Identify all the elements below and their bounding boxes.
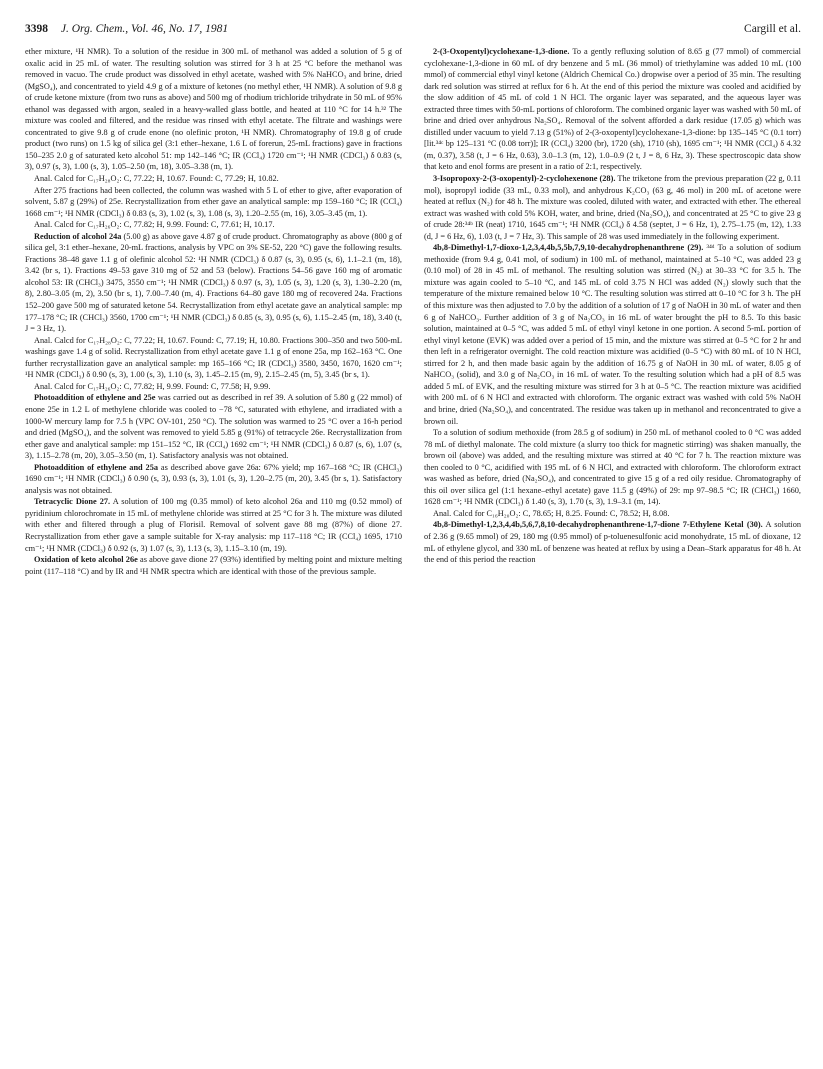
- paragraph: [25, 335, 402, 381]
- page-number: 3398: [25, 23, 48, 35]
- paragraph-text: was carried out as described in ref 39. A solution of 5.80 g (22 mmol) of enone 25e in 1.2 L of methylene chloride was cooled to −78 °C, saturated with ethylene, and irradiated with a 1000-W mercury lamp for 7.5 h (VPC OV-101, 250 °C). The solution was warmed to 25 °C over a 16-h period and dried (MgSO₄), and the solvent was removed to yield 5.85 g (91%) of tetracycle 26e. Recrystallization from ether gave and analytical sample: mp 151–152 °C, IR (CCl₄) 1692 cm⁻¹; ¹H NMR (CDCl₃) δ 0.87 (s, 6), 1.07 (s, 3), 1.15–2.78 (m, 20), 3.05–3.50 (m, 1). Satisfactory analysis was not obtained.: [25, 393, 402, 461]
- running-head-authors: Cargill et al.: [744, 23, 801, 35]
- paragraph-text: Anal. Calcd for C₁₇H₂₆O₂: C, 77.82; H, 9.99. Found: C, 77.58; H, 9.99.: [34, 381, 271, 391]
- paragraph-text: Anal. Calcd for C₁₇H₂₆O₂: C, 77.82; H, 9.99. Found: C, 77.61; H, 10.17.: [34, 220, 275, 230]
- paragraph: [25, 173, 402, 185]
- paragraph-text: To a solution of sodium methoxide (from 28.5 g of sodium) in 250 mL of methanol cooled to 0 °C was added 78 mL of diethyl malonate. The cold mixture (a slurry too thick for magnetic stirring) was shaken manually, the brown oil (above) was added, and the resulting mixture was stirred at 40 °C for 7 h. The reaction mixture was then cooled to 0 °C, acidified with 195 mL of 6 N HCl, and extracted with chloroform. The chloroform extract was washed as before, dried (Na₂SO₄), and concentrated to give 15 g of a red oily residue. Chromatography of this oil over silica gel (1:1 hexane–ethyl acetate) gave 11.5 g (49%) of 29: mp 97–98.5 °C; IR (CHCl₃) 1660, 1628 cm⁻¹; ¹H NMR (CDCl₃) δ 1.40 (s, 3), 1.70 (s, 3), 1.9–3.1 (m, 14).: [424, 428, 801, 507]
- paragraph-text: To a gently refluxing solution of 8.65 g (77 mmol) of commercial cyclohexane-1,3-dione in 60 mL of dry benzene and 5 mL (36 mmol) of triethylamine was added 10 mL (100 mmol) of commercial ethyl vinyl ketone (Aldrich Chemical Co.) dropwise over a period of 35 min. The resulting dark red solution was stirred at reflux for 6 h. At the end of this period the mixture was cooled and acidified by the slow addition of 45 mL of cold 1 N HCl. The organic layer was separated, and the aqueous layer was extracted three times with 50-mL portions of chloroform. The combined organic layer was washed with 50 mL of brine and dried over anhydrous Na₂SO₄. Removal of the solvent afforded a dark residue (17.05 g) which was distilled under vacuum to yield 7.13 g (51%) of 2-(3-oxopentyl)cyclohexane-1,3-dione: bp 135–145 °C (0.1 torr) [lit.³⁴ᶜ bp 125–131 °C (0.08 torr)]; IR (CCl₄) 3200 (br), 1720 (sh), 1710 (sh), 1695 cm⁻¹; ¹H NMR (CCl₄) δ 4.32 (m, 0.37), 3.58 (t, J = 6 Hz, 0.63), 3.0–1.3 (m, 12), 1.0–0.9 (2 t, J = 8, 6 Hz, 3). These spectroscopic data show that keto and enol forms are present in a ratio of 2:1, respectively.: [424, 47, 801, 172]
- paragraph-heading: Photoaddition of ethylene and 25e: [34, 393, 156, 403]
- left-column: [25, 46, 402, 1058]
- paragraph-text: After 275 fractions had been collected, the column was washed with 5 L of ether to give, after evaporation of solvent, 5.87 g (29%) of 25e. Recrystallization from ether gave an analytical sample: mp 159–160 °C; IR (CCl₄) 1668 cm⁻¹; ¹H NMR (CDCl₃) δ 0.83 (s, 3), 1.02 (s, 3), 1.08 (s, 3), 1.20–2.55 (m, 16), 3.05–3.45 (m, 1).: [25, 185, 402, 218]
- paragraph-heading: Tetracyclic Dione 27.: [34, 497, 111, 507]
- paragraph: [424, 242, 801, 427]
- paragraph: [424, 508, 801, 520]
- running-head: [25, 22, 801, 36]
- text-columns: [25, 46, 801, 1058]
- paragraph-heading: 4b,8-Dimethyl-1,7-dioxo-1,2,3,4,4b,5,5b,7,9,10-decahydrophenanthrene (29).: [433, 243, 704, 253]
- paragraph-text: Anal. Calcd for C₁₇H₂₈O₂: C, 77.22; H, 10.67. Found: C, 77.29; H, 10.82.: [34, 174, 279, 184]
- journal-citation: J. Org. Chem., Vol. 46, No. 17, 1981: [60, 23, 229, 35]
- paragraph-text: The triketone from the previous preparation (22 g, 0.11 mol), isopropyl iodide (33 mL, 0.33 mol), and anhydrous K₂CO₃ (63 g, 46 mol) in 200 mL of acetone were heated at reflux (N₂) for 48 h. The mixture was cooled, diluted with water, and extracted with ether. The ethereal extract was washed with cold 5% KOH, water, and brine, dried (Na₂SO₄), and concentrated at 25 °C to give 23 g of crude 28:³⁴ᵇ IR (neat) 1710, 1645 cm⁻¹; ¹H NMR (CCl₄) δ 4.58 (septet, J = 6 Hz, 1), 2.75–1.75 (m, 12), 1.33 (d, J = 6 Hz, 6), 1.03 (t, J = 7 Hz, 3). This sample of 28 was used immediately in the following experiment.: [424, 174, 801, 241]
- paragraph: [25, 381, 402, 393]
- paragraph: [424, 427, 801, 508]
- paragraph-text: A solution of 100 mg (0.35 mmol) of keto alcohol 26a and 110 mg (0.52 mmol) of pyridinium chlorochromate in 15 mL of methylene chloride was stirred at 25 °C for 3 h. The mixture was diluted with ether and filtered through a plug of Florisil. Removal of solvent gave 88 mg (87%) of dione 27. Recrystallization from ether gave a sample suitable for X-ray analysis: mp 117–118 °C; IR (CCl₄) 1695, 1710 cm⁻¹; ¹H NMR (CDCl₃) δ 0.92 (s, 3) 1.07 (s, 3), 1.13 (s, 3), 1.15–3.10 (m, 19).: [25, 497, 402, 553]
- paragraph-text: as described above gave 26a: 67% yield; mp 167–168 °C; IR (CHCl₃) 1690 cm⁻¹; ¹H NMR (CDCl₃) δ 0.90 (s, 3), 0.93 (s, 3), 1.01 (s, 3), 1.20–2.75 (m, 20), 3.45 (br s, 1). Satisfactory analysis was not obtained.: [25, 462, 402, 495]
- paragraph: [25, 462, 402, 497]
- running-head-left: [25, 22, 228, 36]
- paragraph: [424, 173, 801, 242]
- paragraph: [25, 185, 402, 220]
- right-column: [424, 46, 801, 1058]
- paragraph: [25, 496, 402, 554]
- paragraph: [424, 519, 801, 565]
- paragraph: [424, 46, 801, 173]
- paragraph-heading: 3-Isopropoxy-2-(3-oxopentyl)-2-cyclohexenone (28).: [433, 174, 616, 184]
- paragraph-text: Anal. Calcd for C₁₇H₂₈O₂: C, 77.22; H, 10.67. Found: C, 77.19; H, 10.80. Fractions 300–350 and two 500-mL washings gave 1.4 g of solid. Recrystallization from ethyl acetate gave 1.1 g of enone 25a, mp 162–163 °C. One further recrystallization gave an analytical sample: mp 165–166 °C; IR (CDCl₃) 3580, 3450, 1670, 1620 cm⁻¹; ¹H NMR (CDCl₃) δ 0.90 (s, 3), 1.00 (s, 3), 1.10 (s, 3), 1.45–2.15 (m, 9), 2.15–2.45 (m, 5), 3.45 (br s, 1).: [25, 335, 402, 380]
- paragraph-heading: Oxidation of keto alcohol 26e: [34, 555, 138, 565]
- paragraph: [25, 46, 402, 173]
- paragraph-text: as above gave dione 27 (93%) identified by melting point and mixture melting point (117–118 °C) and by IR and ¹H NMR spectra which are identical with those of the previous sample.: [25, 555, 402, 576]
- paragraph-text: A solution of 2.36 g (9.65 mmol) of 29, 180 mg (0.95 mmol) of p-toluenesulfonic acid monohydrate, 15 mL of dioxane, 12 mL of ethylene glycol, and 330 mL of benzene was heated at reflux by using a Dean–Stark apparatus for 48 h. At the end of this period the reaction: [424, 520, 801, 565]
- paragraph: [25, 231, 402, 335]
- paragraph-text: ³⁴ᵈ To a solution of sodium methoxide (from 9.4 g, 0.41 mol, of sodium) in 100 mL of methanol, maintained at 5–10 °C, was added 23 g (0.10 mol) of 28 in 45 mL of methanol. The resulting solution was stirred (N₂) at 30–33 °C for 3.5 h. The mixture was again cooled to 5–10 °C, and 145 mL of cold 3.75 N HCl was added (N₂) slowly such that the temperature of the mixture remained below 10 °C. The resulting solution was stirred att 0–10 °C for 3 h. The pH of this mixture was then adjusted to 7.0 by the addition of a solution of 17 g of NaOH in 30 mL of water and then 6 g of NaHCO₃. Further addition of 3 g of Na₂CO₃ in 16 mL of water brought the pH to 8.5. To this basic solution, maintained at 0–5 °C, was added 5 mL of ethyl vinyl ketone in one portion. A second 5-mL portion of ethyl vinyl ketone (EVK) was added over a period of 15 min, and the mixture was stirred at 0–5 °C for 2 hr and then left in a refrigerator overnight. The cold reaction mixture was acidified (0–5 °C) with 80 mL of 10 N HCl, stirred for 2 h, and then made basic again by the addition of 16.75 g of NaOH in 30 mL of water, 8.05 g of NaHCO₃ (solid), and 3.0 g of Na₂CO₃ in 16 mL of water. To the resulting solution which had a pH of 8.5 was added 5 mL of EVK, and the resulting mixture was stirred for 3 h at 0–5 °C. The reaction mixture was acidified with 200 mL of 6 N HCl and extracted with chloroform. The organic extract was washed with cold 5% NaOH and brine, dried (Na₂SO₄), and concentrated. The residue was taken up in methanol and reconcentrated to give a brown oil.: [424, 243, 801, 426]
- paragraph-heading: Reduction of alcohol 24a: [34, 231, 122, 241]
- paragraph: [25, 554, 402, 577]
- paragraph-text: Anal. Calcd for C₁₆H₂₀O₂: C, 78.65; H, 8.25. Found: C, 78.52; H, 8.08.: [433, 508, 670, 518]
- paragraph: [25, 392, 402, 461]
- paragraph-text: (5.00 g) as above gave 4.87 g of crude product. Chromatography as above (800 g of silica gel, 3:1 ether–hexane, 20-mL fractions, analysis by VPC on 3% SE-52, 220 °C) gave the following results. Fractions 38–48 gave 1.1 g of olefinic alcohol 52: ¹H NMR (CDCl₃) δ 0.87 (s, 3), 0.95 (s, 6), 1.1–2.1 (m, 18), 3.42 (br s, 1). Fractions 49–53 gave 310 mg of 52 and 53 (below). Fractions 54–56 gave 160 mg of aromatic alcohol 53: IR (CHCl₃) 3475, 3550 cm⁻¹; ¹H NMR (CDCl₃) δ 0.97 (s, 3), 1.05 (s, 3), 1.20 (s, 3), 1.30–2.20 (m, 8), 2.80–3.05 (m, 2), 3.50 (br s, 1), 7.00–7.40 (m, 4). Fractions 64–80 gave 180 mg of recovered 24a. Fractions 152–200 gave 500 mg of saturated ketone 54. Recrystallization from ethyl acetate gave an analytical sample: mp 177–178 °C; IR (CHCl₃) 3560, 1700 cm⁻¹; ¹H NMR (CDCl₃) δ 0.85 (s, 3), 0.95 (s, 6), 1.15–2.45 (m, 18), 3.40 (t, J = 3 Hz, 1).: [25, 231, 402, 334]
- paragraph-heading: Photoaddition of ethylene and 25a: [34, 462, 158, 472]
- paragraph: [25, 219, 402, 231]
- paragraph-text: ether mixture, ¹H NMR). To a solution of the residue in 300 mL of methanol was added a solution of 5 g of oxalic acid in 25 mL of water. The resulting solution was stirred for 3 h at 25 °C before the methanol was removed in vacuo. The crude product was dissolved in ethyl acetate, washed with 5% NaHCO₃ and brine, dried (MgSO₄), and concentrated to yield 4.9 g of a mixture of ketones (no methyl ether, ¹H NMR). A solution of 9.8 g of crude ketone mixture (from two runs as above) and 500 mg of rhodium trichloride trihydrate in 50 mL of 95% ethanol was degassed with argon, sealed in a heavy-walled glass bottle, and heated at 110 °C for 14 h.³² The mixture was cooled and filtered, and the residue was rinsed with ethyl acetate. The filtrate and washings were concentrated to give 9.8 g of crude enone (no olefinic proton, ¹H NMR). Chromatography of 19.8 g of crude product (two runs) on 1.5 kg of silica gel (3:1 ether–hexane, 1.6 L of forerun, 25-mL fractions) gave in fractions 150–235 2.0 g of saturated keto alcohol 51: mp 142–146 °C; IR (CCl₄) 1720 cm⁻¹; ¹H NMR (CDCl₃) δ 0.83 (s, 3), 0.97 (s, 3), 1.00 (s, 3), 1.05–2.50 (m, 18), 3.05–3.38 (m, 1).: [25, 47, 402, 172]
- paragraph-heading: 4b,8-Dimethyl-1,2,3,4,4b,5,6,7,8,10-decahydrophenanthrene-1,7-dione 7-Ethylene Ketal (30).: [433, 520, 763, 530]
- paragraph-heading: 2-(3-Oxopentyl)cyclohexane-1,3-dione.: [433, 47, 570, 56]
